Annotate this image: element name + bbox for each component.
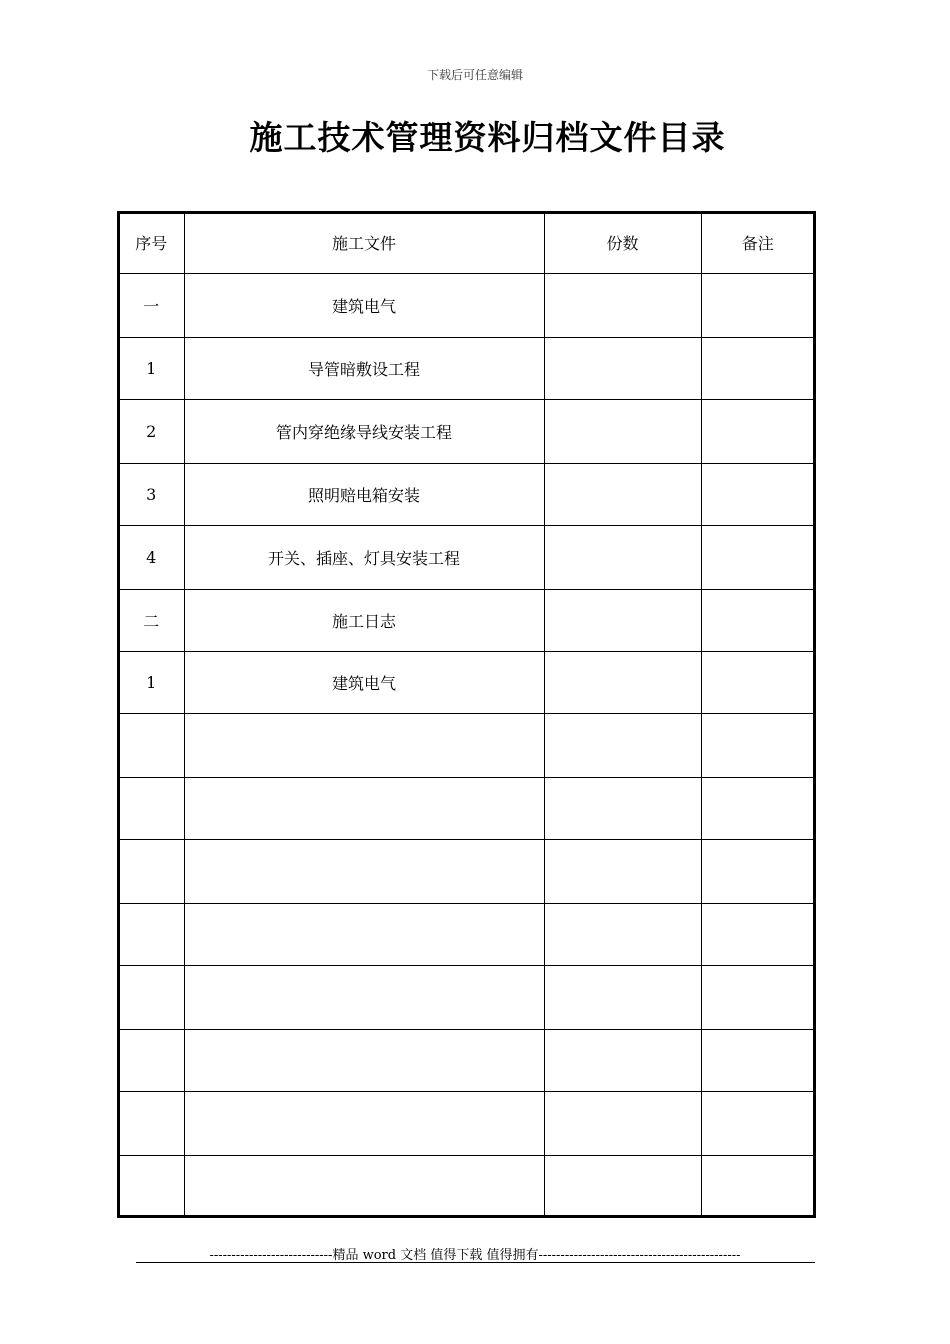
table-header-row [118,212,815,273]
cell-number: 3 [118,463,184,525]
cell-file: 施工日志 [184,589,544,651]
cell-copies [544,337,701,399]
cell-number: 2 [118,399,184,463]
table-row [118,589,815,651]
footer-text: ----------------------------精品 word 文档 值得下载 值得拥有---------------------------------------------- [209,1248,741,1263]
header-note: 下载后可任意编辑 [426,68,523,82]
table-row [118,273,815,337]
header-cell-number: 序号 [118,212,184,273]
cell-copies [544,651,701,713]
cell-copies [544,1091,701,1155]
cell-file: 建筑电气 [184,273,544,337]
table-row [118,1091,815,1155]
cell-remark [701,273,815,337]
cell-file: 建筑电气 [184,651,544,713]
cell-number: 1 [118,651,184,713]
cell-number: 4 [118,525,184,589]
cell-copies [544,903,701,965]
table-row [118,651,815,713]
table-row [118,337,815,399]
cell-remark [701,1155,815,1217]
cell-remark [701,589,815,651]
cell-number [118,1155,184,1217]
cell-file: 管内穿绝缘导线安装工程 [184,399,544,463]
header-cell-copies: 份数 [544,212,701,273]
cell-copies [544,399,701,463]
cell-number [118,1091,184,1155]
cell-file [184,839,544,903]
table-row [118,777,815,839]
cell-number [118,777,184,839]
cell-file [184,777,544,839]
table-row [118,839,815,903]
cell-file [184,1029,544,1091]
cell-file: 导管暗敷设工程 [184,337,544,399]
cell-copies [544,273,701,337]
cell-number: 二 [118,589,184,651]
page-title: 施工技术管理资料归档文件目录 [249,118,726,157]
cell-file [184,903,544,965]
table-row [118,713,815,777]
table-row [118,965,815,1029]
cell-remark [701,525,815,589]
cell-copies [544,777,701,839]
cell-remark [701,903,815,965]
cell-number [118,903,184,965]
cell-copies [544,463,701,525]
cell-number: 1 [118,337,184,399]
cell-number [118,1029,184,1091]
table-row [118,903,815,965]
cell-file [184,713,544,777]
cell-file [184,1155,544,1217]
cell-remark [701,399,815,463]
cell-copies [544,1029,701,1091]
header-cell-file: 施工文件 [184,212,544,273]
cell-copies [544,965,701,1029]
table-row [118,399,815,463]
footer-divider [136,1262,815,1263]
cell-copies [544,713,701,777]
cell-remark [701,839,815,903]
cell-remark [701,777,815,839]
cell-remark [701,463,815,525]
cell-number [118,965,184,1029]
cell-file: 照明赔电箱安装 [184,463,544,525]
table-row [118,525,815,589]
cell-file: 开关、插座、灯具安装工程 [184,525,544,589]
cell-remark [701,651,815,713]
cell-remark [701,1029,815,1091]
catalog-table [117,211,816,1218]
cell-remark [701,965,815,1029]
cell-copies [544,589,701,651]
cell-file [184,965,544,1029]
catalog-table-body [118,212,815,1217]
cell-number [118,713,184,777]
cell-remark [701,1091,815,1155]
cell-copies [544,1155,701,1217]
table-row [118,1029,815,1091]
header-cell-remark: 备注 [701,212,815,273]
cell-file [184,1091,544,1155]
cell-number [118,839,184,903]
cell-number: 一 [118,273,184,337]
table-row [118,1155,815,1217]
cell-remark [701,337,815,399]
cell-remark [701,713,815,777]
table-row [118,463,815,525]
cell-copies [544,525,701,589]
cell-copies [544,839,701,903]
